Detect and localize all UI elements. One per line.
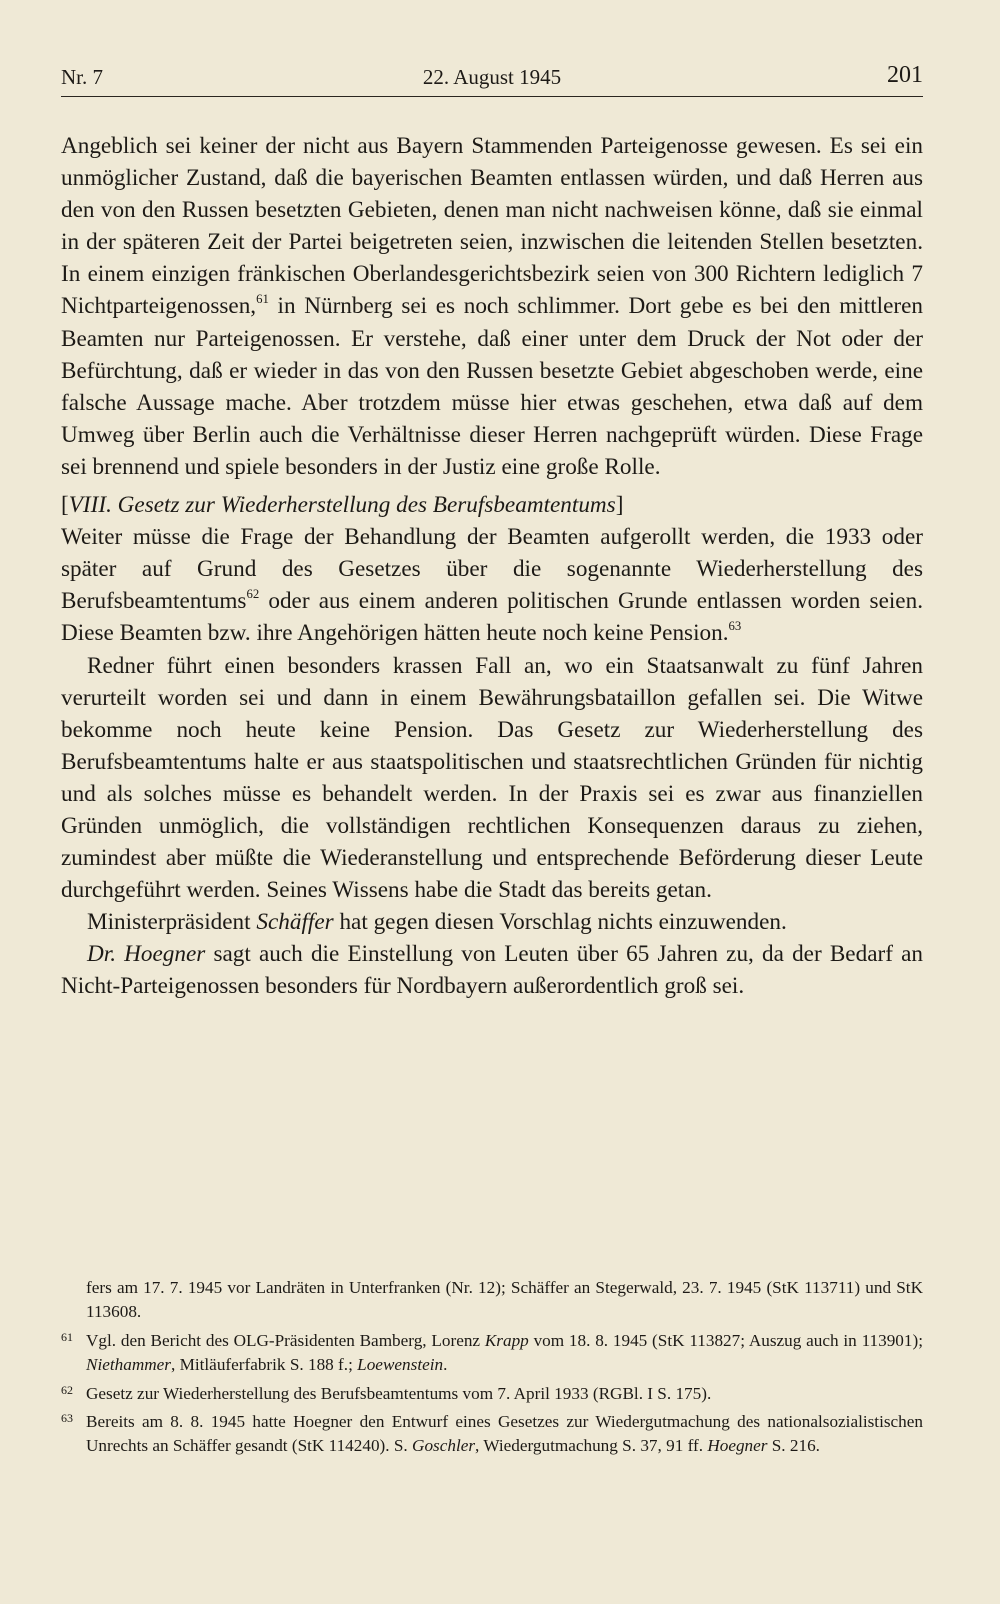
footnote-number: 63 — [61, 1411, 73, 1426]
speaker-name: Dr. Hoegner — [87, 941, 206, 968]
footnote-ref-62: 62 — [246, 587, 260, 602]
main-text — [61, 130, 923, 1003]
footnote-number: 61 — [61, 1329, 73, 1344]
footnote-ref-61: 61 — [256, 292, 269, 307]
speaker-name: Schäffer — [256, 909, 334, 936]
header-date: 22. August 1945 — [422, 65, 562, 89]
footnote-ref-63: 63 — [728, 619, 742, 634]
paragraph-4: Ministerpräsident Schäffer hat gegen diesen Vorschlag nichts einzuwenden. — [87, 909, 787, 936]
running-header — [61, 60, 923, 97]
page-number: 201 — [887, 62, 923, 88]
paragraph-3: Redner führt einen besonders krassen Fall an, wo ein Staatsanwalt zu fünf Jahren verurteilt worden sei und dann in einem Bewährungsbataillon gefallen sei. Die Witwe bekomme noch heute keine Pension. Das Gesetz zur Wiederherstellung des Berufsbeamtentums halte er aus staatspolitischen und staatsrechtlichen Gründen für nichtig und als solches müsse es behandelt werden. In der Praxis sei es zwar aus finanziellen Gründen unmöglich, die vollständigen rechtlichen Konsequenzen daraus zu ziehen, zumindest aber müßte die Wiederanstellung und entsprechende Beförderung dieser Leute durchgeführt werden. Seines Wissens habe die Stadt das bereits getan. — [61, 652, 923, 904]
footnote-62: 62 Gesetz zur Wiederherstellung des Berufsbeamtentums vom 7. April 1933 (RGBl. I S. 175). — [61, 1382, 923, 1406]
footnote-continuation: fers am 17. 7. 1945 vor Landräten in Unterfranken (Nr. 12); Schäffer an Stegerwald, 23. 7. 1945 (StK 113711) und StK 113608. — [86, 1278, 923, 1322]
paragraph-5: Dr. Hoegner sagt auch die Einstellung von Leuten über 65 Jahren zu, da der Bedarf an Nicht-Parteigenossen besonders für Nordbayern außerordentlich groß sei. — [61, 941, 923, 1000]
footnote-number: 62 — [61, 1382, 73, 1397]
footnote-63: 63 Bereits am 8. 8. 1945 hatte Hoegner den Entwurf eines Gesetzes zur Wiedergutmachung des nationalsozialistischen Unrechts an Schäffer gesandt (StK 114240). S. Goschler, Wiedergutmachung S. 37, 91 ff. Hoegner S. 216. — [61, 1410, 923, 1459]
footnote-61: 61 Vgl. den Bericht des OLG-Präsidenten Bamberg, Lorenz Krapp vom 18. 8. 1945 (StK 113827; Auszug auch in 113901); Niethammer, Mitläuferfabrik S. 188 f.; Loewenstein. — [61, 1329, 923, 1378]
footnotes — [61, 1276, 923, 1463]
paragraph-2: Weiter müsse die Frage der Behandlung der Beamten aufgerollt werden, die 1933 oder später auf Grund des Gesetzes über die sogenannte Wiederherstellung des Berufsbeamtentums$^{62}$ oder aus einem anderen politischen Grunde entlassen worden seien. Diese Beamten bzw. ihre Angehörigen hätten heute noch keine Pension.$^{63}$ — [61, 524, 923, 647]
document-number: Nr. 7 — [61, 65, 103, 89]
paragraph-1: Angeblich sei keiner der nicht aus Bayern Stammenden Parteigenosse gewesen. Es sei ein unmöglicher Zustand, daß die bayerischen Beamten entlassen würden, und daß Herren aus den von den Russen besetzten Gebieten, denen man nicht nachweisen könne, daß sie einmal in der späteren Zeit der Partei beigetreten seien, inzwischen die leitenden Stellen besetzten. In einem einzigen fränkischen Oberlandesgerichtsbezirk seien von 300 Richtern lediglich 7 Nichtparteigenossen,$^{61}$ in Nürnberg sei es noch schlimmer. Dort gebe es bei den mittleren Beamten nur Parteigenossen. Er verstehe, daß einer unter dem Druck der Not oder der Befürchtung, daß er wieder in das von den Russen besetzte Gebiet abgeschoben werde, eine falsche Aussage mache. Aber trotzdem müsse hier etwas geschehen, etwa daß auf dem Umweg über Berlin auch die Verhältnisse dieser Herren nachgeprüft würden. Diese Frage sei brennend und spiele besonders in der Justiz eine große Rolle. — [61, 133, 923, 480]
section-heading: [VIII. Gesetz zur Wiederherstellung des Berufsbeamtentums] — [61, 492, 624, 519]
